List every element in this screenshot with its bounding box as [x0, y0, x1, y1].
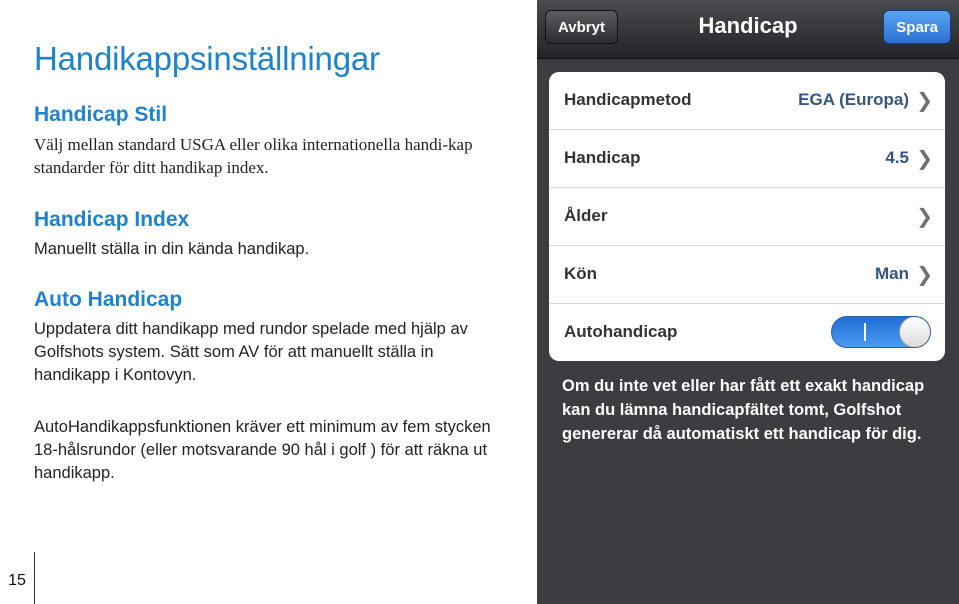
chevron-right-icon: ❯ [916, 90, 933, 112]
section-body: Välj mellan standard USGA eller olika internationella handi-kap standarder för ditt handikap index. [34, 135, 473, 177]
page-number: 15 [8, 572, 26, 589]
row-label: Autohandicap [564, 322, 678, 341]
toggle-on-indicator-icon [864, 323, 866, 341]
row-label: Kön [564, 264, 598, 283]
row-value: Man [875, 264, 909, 283]
page-title: Handikappsinställningar [34, 40, 380, 77]
section-handicap-index [34, 208, 504, 261]
settings-table [549, 72, 945, 361]
row-handicap[interactable] [549, 130, 945, 188]
row-alder[interactable] [549, 188, 945, 246]
chevron-right-icon: ❯ [916, 264, 933, 286]
section-heading: Handicap Stil [34, 103, 168, 126]
chevron-right-icon: ❯ [916, 148, 933, 170]
phone-screenshot [537, 0, 959, 604]
section-handicap-stil [34, 103, 504, 179]
section-body: Uppdatera ditt handikapp med rundor spelade med hjälp av Golfshots system. Sätt som AV för att manuellt ställa in handikapp i Kontovyn. [34, 320, 468, 384]
row-value: 4.5 [885, 148, 909, 167]
section-auto-handicap [34, 288, 504, 387]
page-number-divider [34, 552, 35, 604]
row-label: Ålder [564, 206, 608, 225]
autohandicap-toggle[interactable] [831, 316, 931, 348]
row-value: EGA (Europa) [798, 90, 909, 109]
handicap-footnote: Om du inte vet eller har fått ett exakt handicap kan du lämna handicapfältet tomt, Golfshot genererar då automatiskt ett handicap för dig. [562, 377, 925, 443]
row-handicapmetod[interactable] [549, 72, 945, 130]
section-auto-requirements [34, 416, 504, 485]
row-kon[interactable] [549, 246, 945, 304]
save-button[interactable]: Spara [883, 10, 951, 44]
chevron-right-icon: ❯ [916, 206, 933, 228]
section-heading: Auto Handicap [34, 288, 183, 311]
nav-title: Handicap [698, 13, 798, 38]
section-body: AutoHandikappsfunktionen kräver ett minimum av fem stycken 18-hålsrundor (eller motsvarande 90 hål i golf ) för att räkna ut handikapp. [34, 418, 491, 482]
section-heading: Handicap Index [34, 208, 190, 231]
section-body: Manuellt ställa in din kända handikap. [34, 240, 310, 258]
cancel-button[interactable]: Avbryt [545, 10, 618, 44]
toggle-knob[interactable] [899, 316, 931, 348]
navigation-bar [537, 0, 959, 59]
row-label: Handicapmetod [564, 90, 692, 109]
row-autohandicap [549, 304, 945, 361]
row-label: Handicap [564, 148, 641, 167]
